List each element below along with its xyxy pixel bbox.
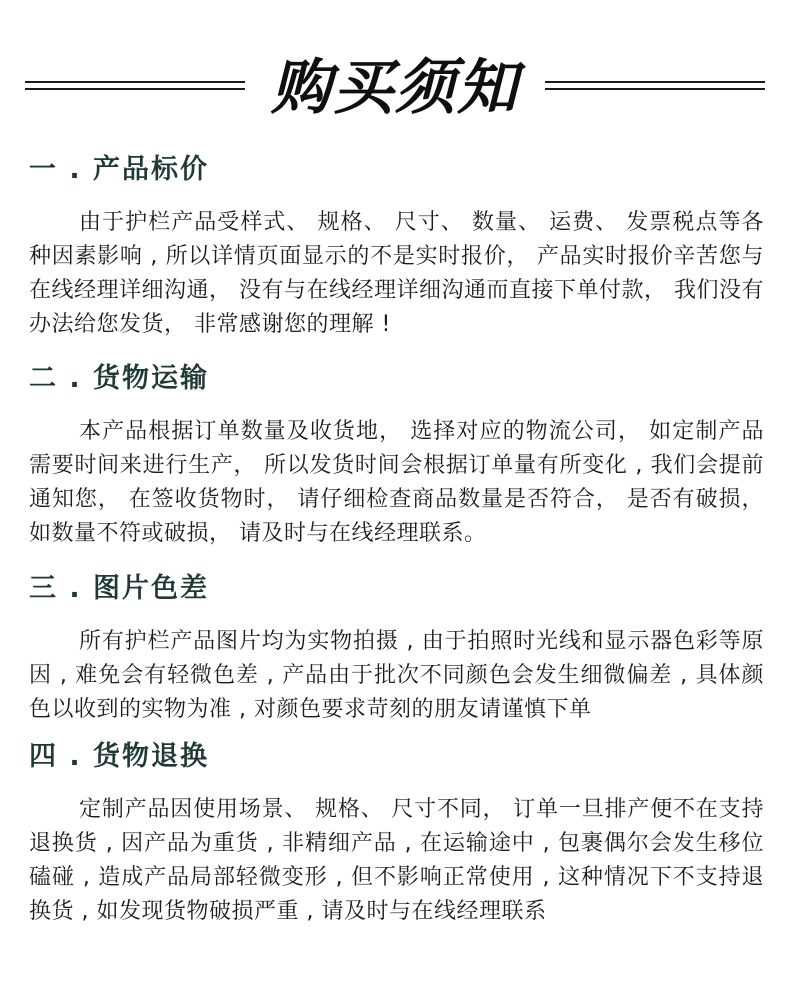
section-shipping xyxy=(29,361,764,551)
section-color-difference xyxy=(29,571,764,727)
section-body: 由于护栏产品受样式、 规格、 尺寸、 数量、 运费、 发票税点等各种因素影响 , 所以详情页面显示的不是实时报价， 产品实时报价辛苦您与在线经理详细沟通， 没有与在线经理详细沟通而直接下单付款， 我们没有办法给您发货， 非常感谢您的理解 ! xyxy=(29,210,764,337)
page-header xyxy=(0,48,790,128)
section-pricing xyxy=(29,152,764,342)
page-title: 购买须知 xyxy=(271,53,519,123)
left-double-rule xyxy=(25,81,245,90)
section-body: 定制产品因使用场景、 规格、 尺寸不同， 订单一旦排产便不在支持退换货 , 因产品为重货 , 非精细产品 , 在运输途中 , 包裹偶尔会发生移位磕碰 , 造成产品局部轻微变形 , 但不影响正常使用 , 这种情况下不支持退换货 , 如发现货物破损严重 , 请及时与在线经理联系 xyxy=(29,797,764,924)
section-title: 三 . 图片色差 xyxy=(29,573,210,604)
section-title: 四 . 货物退换 xyxy=(29,741,210,772)
section-returns xyxy=(29,739,764,929)
section-title: 一 . 产品标价 xyxy=(29,154,210,185)
right-double-rule xyxy=(545,81,765,90)
section-title: 二 . 货物运输 xyxy=(29,363,210,394)
section-body: 所有护栏产品图片均为实物拍摄 , 由于拍照时光线和显示器色彩等原因 , 难免会有轻微色差 , 产品由于批次不同颜色会发生细微偏差 , 具体颜色以收到的实物为准 , 对颜色要求苛刻的朋友请谨慎下单 xyxy=(29,629,764,722)
section-body: 本产品根据订单数量及收货地， 选择对应的物流公司， 如定制产品需要时间来进行生产， 所以发货时间会根据订单量有所变化 , 我们会提前通知您， 在签收货物时， 请仔细检查商品数量是否符合， 是否有破损， 如数量不符或破损， 请及时与在线经理联系。 xyxy=(29,419,764,546)
